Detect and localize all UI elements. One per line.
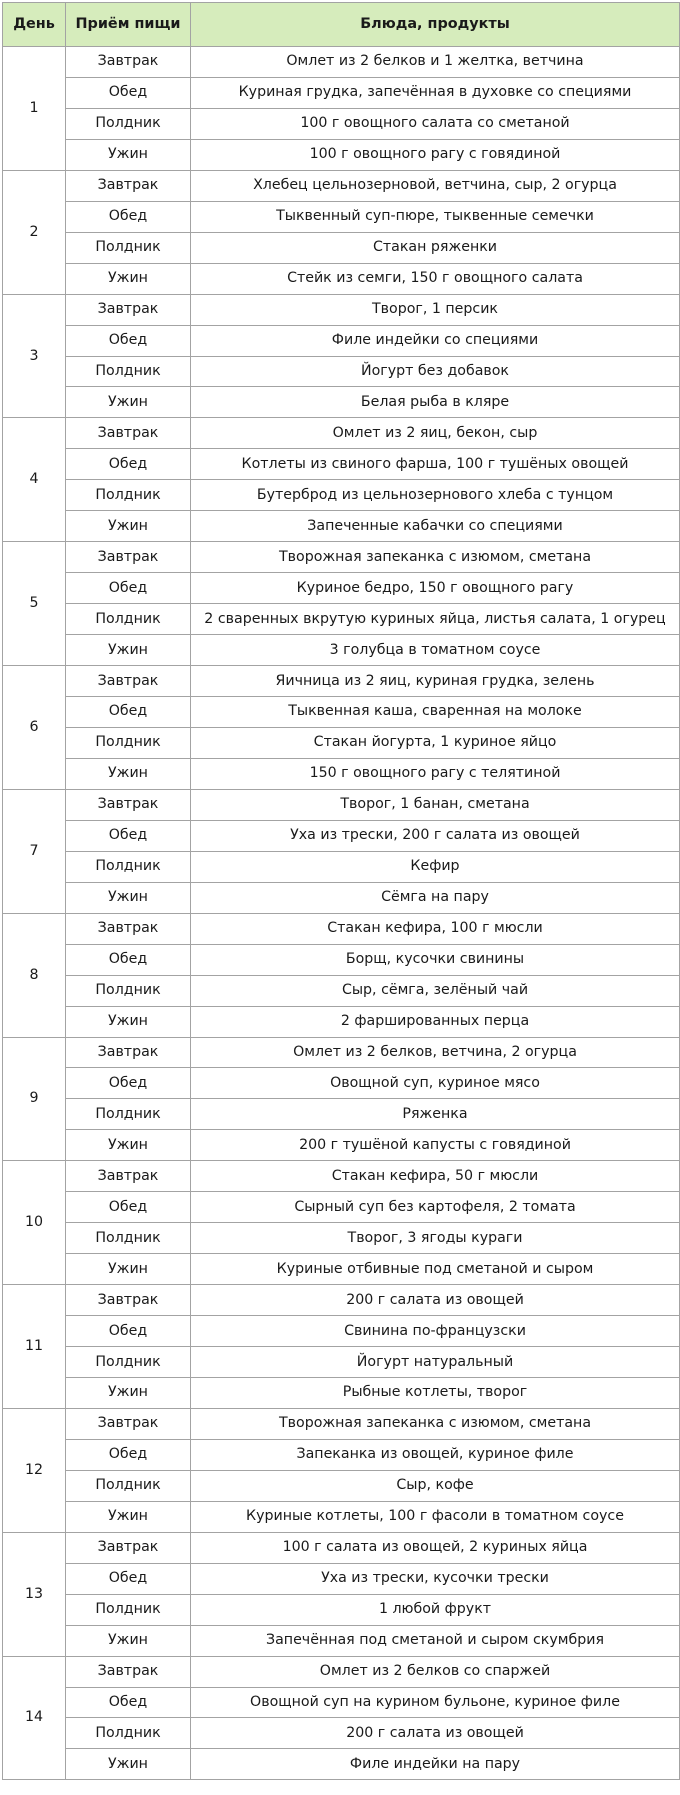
dish-cell: Запечённая под сметаной и сыром скумбрия [191,1625,680,1656]
table-row [3,1470,680,1501]
table-row [3,542,680,573]
table-row [3,1161,680,1192]
meal-cell: Полдник [66,232,191,263]
meal-cell: Ужин [66,139,191,170]
dish-cell: Творог, 1 персик [191,294,680,325]
meal-cell: Обед [66,820,191,851]
dish-cell: 100 г овощного рагу с говядиной [191,139,680,170]
dish-cell: 2 сваренных вкрутую куриных яйца, листья салата, 1 огурец [191,604,680,635]
dish-cell: 3 голубца в томатном соусе [191,635,680,666]
day-number-cell: 6 [3,666,66,790]
dish-cell: 150 г овощного рагу с телятиной [191,758,680,789]
table-row [3,139,680,170]
dish-cell: Творог, 3 ягоды кураги [191,1223,680,1254]
table-row [3,47,680,78]
meal-cell: Полдник [66,604,191,635]
table-row [3,77,680,108]
dish-cell: Ряженка [191,1099,680,1130]
meal-cell: Обед [66,944,191,975]
day-number-cell: 11 [3,1285,66,1409]
table-row [3,573,680,604]
table-row [3,1006,680,1037]
table-row [3,1285,680,1316]
meal-cell: Завтрак [66,1285,191,1316]
table-row [3,449,680,480]
table-header [3,3,680,47]
dish-cell: Омлет из 2 белков и 1 желтка, ветчина [191,47,680,78]
table-row [3,1594,680,1625]
dish-cell: 2 фаршированных перца [191,1006,680,1037]
table-row [3,697,680,728]
dish-cell: Творожная запеканка с изюмом, сметана [191,542,680,573]
meal-cell: Завтрак [66,294,191,325]
meal-cell: Обед [66,77,191,108]
dish-cell: Куриные котлеты, 100 г фасоли в томатном соусе [191,1501,680,1532]
meal-cell: Завтрак [66,1408,191,1439]
meal-cell: Завтрак [66,170,191,201]
day-number-cell: 7 [3,789,66,913]
table-row [3,325,680,356]
meal-cell: Обед [66,1068,191,1099]
meal-cell: Полдник [66,1099,191,1130]
meal-cell: Завтрак [66,1656,191,1687]
table-row [3,1130,680,1161]
meal-cell: Ужин [66,1130,191,1161]
table-body [3,47,680,1780]
dish-cell: Запеченные кабачки со специями [191,511,680,542]
dish-cell: Куриные отбивные под сметаной и сыром [191,1254,680,1285]
meal-cell: Ужин [66,1006,191,1037]
dish-cell: Кефир [191,851,680,882]
dish-cell: Сёмга на пару [191,882,680,913]
meal-cell: Полдник [66,975,191,1006]
meal-cell: Полдник [66,1718,191,1749]
meal-cell: Обед [66,325,191,356]
table-row [3,666,680,697]
dish-cell: Овощной суп на курином бульоне, куриное филе [191,1687,680,1718]
table-row [3,758,680,789]
meal-cell: Обед [66,201,191,232]
meal-cell: Полдник [66,1347,191,1378]
table-row [3,882,680,913]
table-row [3,1223,680,1254]
meal-cell: Ужин [66,263,191,294]
table-row [3,1192,680,1223]
meal-cell: Ужин [66,882,191,913]
dish-cell: Котлеты из свиного фарша, 100 г тушёных овощей [191,449,680,480]
table-row [3,1532,680,1563]
meal-cell: Полдник [66,1594,191,1625]
meal-cell: Обед [66,1192,191,1223]
table-row [3,418,680,449]
table-row [3,232,680,263]
dish-cell: 200 г салата из овощей [191,1718,680,1749]
dish-cell: Сыр, кофе [191,1470,680,1501]
table-row [3,1037,680,1068]
header-dish: Блюда, продукты [191,3,680,47]
dish-cell: Тыквенный суп-пюре, тыквенные семечки [191,201,680,232]
table-row [3,263,680,294]
meal-cell: Завтрак [66,666,191,697]
dish-cell: Хлебец цельнозерновой, ветчина, сыр, 2 огурца [191,170,680,201]
meal-cell: Полдник [66,1223,191,1254]
dish-cell: Свинина по-французски [191,1316,680,1347]
dish-cell: Стакан ряженки [191,232,680,263]
meal-cell: Обед [66,697,191,728]
meal-cell: Обед [66,1687,191,1718]
dish-cell: Овощной суп, куриное мясо [191,1068,680,1099]
meal-cell: Обед [66,573,191,604]
table-row [3,1687,680,1718]
dish-cell: Стакан кефира, 100 г мюсли [191,913,680,944]
table-row [3,1347,680,1378]
dish-cell: Яичница из 2 яиц, куриная грудка, зелень [191,666,680,697]
meal-cell: Завтрак [66,47,191,78]
dish-cell: Уха из трески, кусочки трески [191,1563,680,1594]
dish-cell: 200 г салата из овощей [191,1285,680,1316]
meal-cell: Завтрак [66,1532,191,1563]
table-row [3,1501,680,1532]
meal-cell: Завтрак [66,913,191,944]
header-day: День [3,3,66,47]
table-row [3,356,680,387]
day-number-cell: 4 [3,418,66,542]
table-row [3,1656,680,1687]
table-row [3,108,680,139]
meal-cell: Ужин [66,387,191,418]
header-row [3,3,680,47]
dish-cell: Стакан кефира, 50 г мюсли [191,1161,680,1192]
meal-cell: Ужин [66,1254,191,1285]
dish-cell: Уха из трески, 200 г салата из овощей [191,820,680,851]
table-row [3,1068,680,1099]
table-row [3,1377,680,1408]
meal-cell: Обед [66,1439,191,1470]
dish-cell: Стейк из семги, 150 г овощного салата [191,263,680,294]
dish-cell: Запеканка из овощей, куриное филе [191,1439,680,1470]
meal-cell: Завтрак [66,1161,191,1192]
meal-cell: Завтрак [66,542,191,573]
header-meal: Приём пищи [66,3,191,47]
table-row [3,635,680,666]
day-number-cell: 9 [3,1037,66,1161]
table-row [3,511,680,542]
dish-cell: 1 любой фрукт [191,1594,680,1625]
meal-cell: Полдник [66,480,191,511]
dish-cell: Тыквенная каша, сваренная на молоке [191,697,680,728]
table-row [3,975,680,1006]
day-number-cell: 2 [3,170,66,294]
table-row [3,1718,680,1749]
table-row [3,1316,680,1347]
meal-cell: Полдник [66,851,191,882]
dish-cell: Куриная грудка, запечённая в духовке со специями [191,77,680,108]
dish-cell: Омлет из 2 яиц, бекон, сыр [191,418,680,449]
dish-cell: Филе индейки на пару [191,1749,680,1780]
meal-cell: Ужин [66,758,191,789]
table-row [3,387,680,418]
dish-cell: Бутерброд из цельнозернового хлеба с тунцом [191,480,680,511]
dish-cell: Творог, 1 банан, сметана [191,789,680,820]
table-row [3,944,680,975]
day-number-cell: 13 [3,1532,66,1656]
dish-cell: Сырный суп без картофеля, 2 томата [191,1192,680,1223]
dish-cell: Белая рыба в кляре [191,387,680,418]
meal-cell: Завтрак [66,1037,191,1068]
meal-cell: Ужин [66,1377,191,1408]
table-row [3,1099,680,1130]
day-number-cell: 1 [3,47,66,171]
table-row [3,294,680,325]
dish-cell: 100 г салата из овощей, 2 куриных яйца [191,1532,680,1563]
dish-cell: Йогурт без добавок [191,356,680,387]
dish-cell: Куриное бедро, 150 г овощного рагу [191,573,680,604]
dish-cell: Филе индейки со специями [191,325,680,356]
dish-cell: Сыр, сёмга, зелёный чай [191,975,680,1006]
table-row [3,727,680,758]
table-row [3,1749,680,1780]
dish-cell: Рыбные котлеты, творог [191,1377,680,1408]
meal-cell: Полдник [66,356,191,387]
meal-cell: Ужин [66,511,191,542]
meal-cell: Обед [66,1563,191,1594]
dish-cell: Творожная запеканка с изюмом, сметана [191,1408,680,1439]
meal-cell: Завтрак [66,789,191,820]
table-row [3,604,680,635]
meal-plan-table [2,2,680,1780]
table-row [3,480,680,511]
table-row [3,1625,680,1656]
meal-cell: Ужин [66,1625,191,1656]
meal-cell: Ужин [66,1501,191,1532]
dish-cell: 100 г овощного салата со сметаной [191,108,680,139]
dish-cell: Омлет из 2 белков со спаржей [191,1656,680,1687]
day-number-cell: 3 [3,294,66,418]
meal-cell: Полдник [66,1470,191,1501]
table-row [3,201,680,232]
day-number-cell: 10 [3,1161,66,1285]
table-row [3,851,680,882]
day-number-cell: 8 [3,913,66,1037]
dish-cell: Стакан йогурта, 1 куриное яйцо [191,727,680,758]
table-row [3,789,680,820]
table-row [3,1408,680,1439]
table-row [3,1254,680,1285]
meal-cell: Обед [66,1316,191,1347]
table-row [3,913,680,944]
meal-cell: Обед [66,449,191,480]
day-number-cell: 14 [3,1656,66,1780]
table-row [3,1439,680,1470]
meal-cell: Ужин [66,635,191,666]
dish-cell: Борщ, кусочки свинины [191,944,680,975]
meal-cell: Полдник [66,727,191,758]
dish-cell: Йогурт натуральный [191,1347,680,1378]
day-number-cell: 5 [3,542,66,666]
dish-cell: 200 г тушёной капусты с говядиной [191,1130,680,1161]
meal-cell: Ужин [66,1749,191,1780]
meal-cell: Завтрак [66,418,191,449]
table-row [3,1563,680,1594]
day-number-cell: 12 [3,1408,66,1532]
meal-cell: Полдник [66,108,191,139]
dish-cell: Омлет из 2 белков, ветчина, 2 огурца [191,1037,680,1068]
table-row [3,820,680,851]
table-row [3,170,680,201]
